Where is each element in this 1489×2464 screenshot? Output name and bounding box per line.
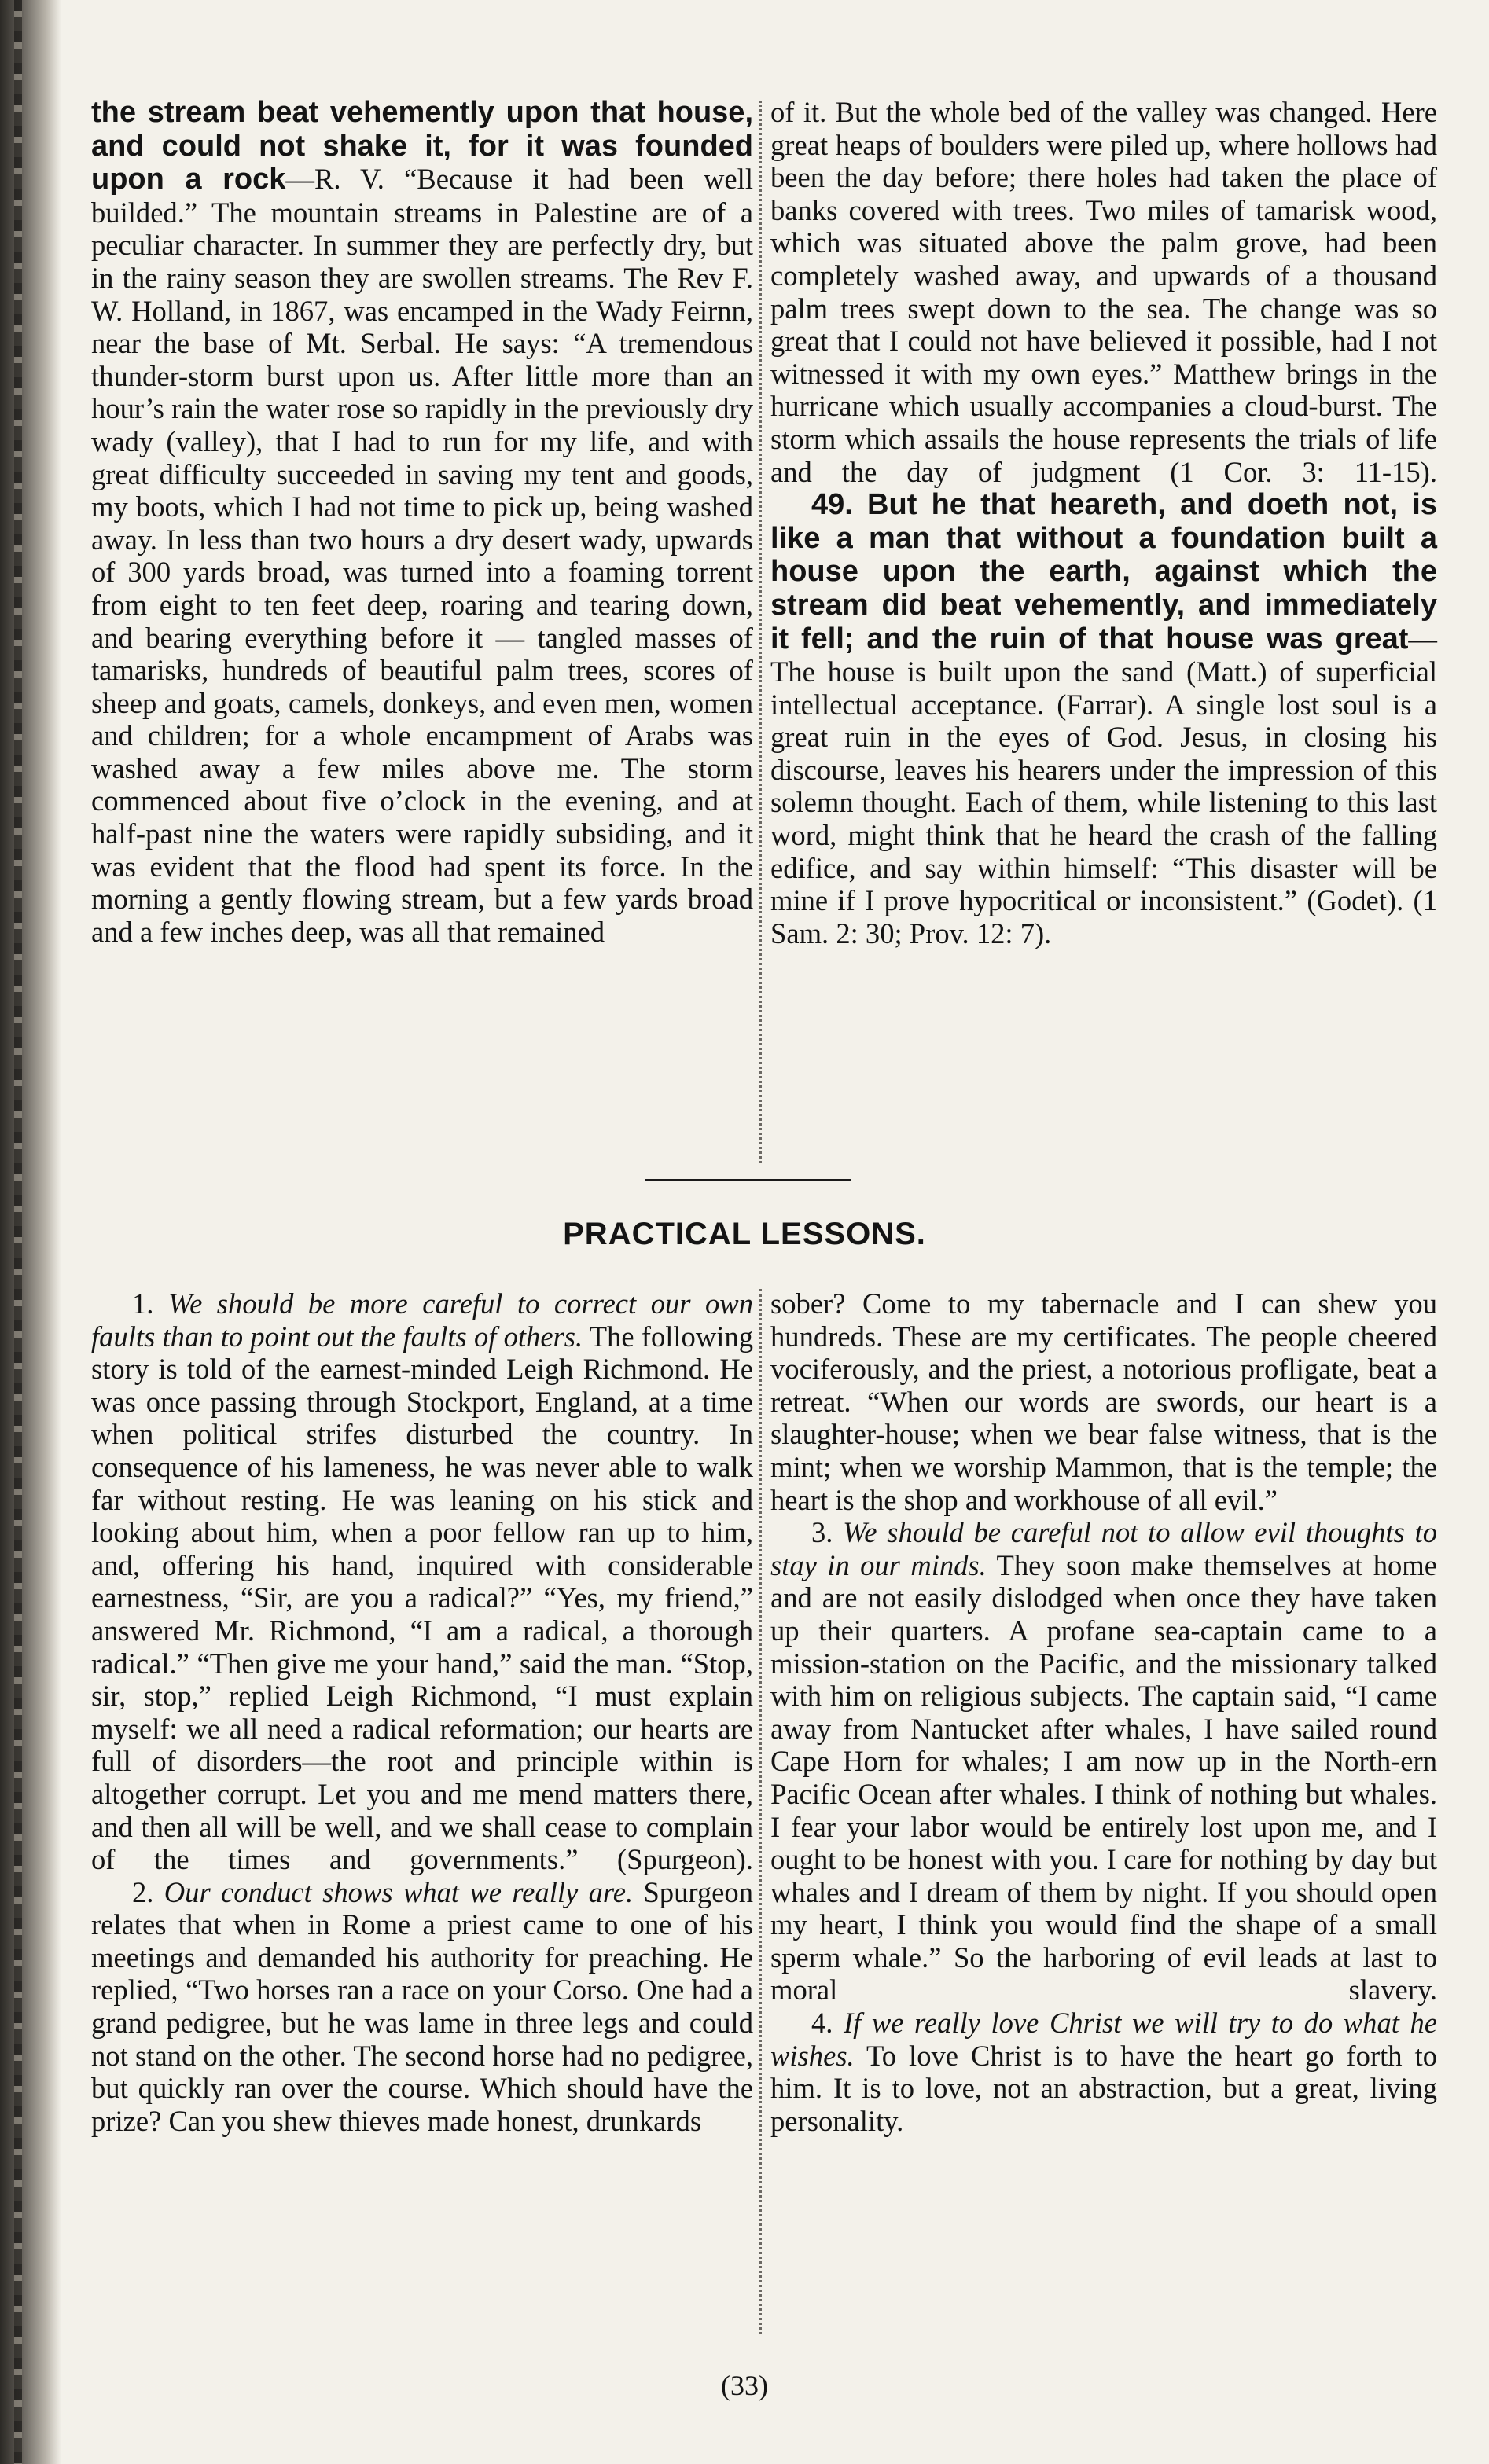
- lesson-number: 4.: [811, 2007, 833, 2040]
- lesson-2-continued: [770, 1287, 1437, 1516]
- section-heading: PRACTICAL LESSONS.: [563, 1217, 926, 1251]
- lesson-2: [91, 1876, 753, 2138]
- column-bottom-right: [770, 1287, 1437, 2137]
- lesson-4: [770, 2007, 1437, 2137]
- column-bottom-left: [91, 1287, 753, 2137]
- verse-49-bold-text: 49. But he that heareth, and doeth not, is like a man that without a foundation built a house upon the earth, against which the stream did beat vehemently, and immediately it fell; and the ruin of that house was great: [770, 488, 1437, 655]
- column-divider-bottom: [759, 1289, 762, 2334]
- commentary-text: of it. But the whole bed of the valley was changed. Here great heaps of boulders were piled up, where hollows had been the day before; there holes had taken the place of banks covered with trees. Two miles of tamarisk wood, which was situated above the palm grove, had been completely washed away, and upwards of a thousand palm trees swept down to the sea. The change was so great that I could not have believed it possible, had I not witnessed it with my own eyes.” Matthew brings in the hurricane which usually accompanies a cloud-burst. The storm which assails the house represents the trials of life and the day of judgment (1 Cor. 3: 11-15).: [770, 96, 1437, 488]
- commentary-paragraph: [770, 96, 1437, 488]
- lesson-title: We should be careful not to allow evil thoughts to stay in our minds.: [770, 1516, 1437, 1581]
- lesson-3: [770, 1516, 1437, 2007]
- column-top-right: [770, 96, 1437, 949]
- commentary-text: —R. V. “Because it had been well builded.” The mountain streams in Palestine are of a peculiar character. In summer they are perfectly dry, but in the rainy season they are swollen streams. The Rev F. W. Holland, in 1867, was encamped in the Wady Feirnn, near the base of Mt. Serbal. He says: “A tremendous thunder-storm burst upon us. After little more than an hour’s rain the water rose so rapidly in the previously dry wady (valley), that I had to run for my life, and with great difficulty succeeded in saving my tent and goods, my boots, which I had not time to pick up, being washed away. In less than two hours a dry desert wady, upwards of 300 yards broad, was turned into a foaming torrent from eight to ten feet deep, roaring and tearing down, and bearing everything before it — tangled masses of tamarisks, hundreds of beautiful palm trees, scores of sheep and goats, camels, donkeys, and even men, women and children; for a whole encampment of Arabs was washed away a few miles above me. The storm commenced about five o’clock in the evening, and at half-past nine the waters were rapidly subsiding, and it was evident that the flood had spent its force. In the morning a gently flowing stream, but a few yards broad and a few inches deep, was all that remained: [91, 163, 753, 948]
- lesson-text: sober? Come to my tabernacle and I can shew you hundreds. These are my certificates. The people cheered vociferously, and the priest, a notorious profligate, beat a retreat. “When our words are swords, our heart is a slaughter-house; when we bear false witness, that is the mint; when we worship Mammon, that is the temple; the heart is the shop and workhouse of all evil.”: [770, 1287, 1437, 1516]
- column-top-left: [91, 96, 753, 948]
- section-rule: [645, 1179, 851, 1181]
- lesson-text: They soon make themselves at home and are not easily dislodged when once they have taken up their quarters. A profane sea-captain came to a mission-station on the Pacific, and the missionary talked with him on religious subjects. The captain said, “I came away from Nantucket after whales, I have sailed round Cape Horn for whales; I am now up in the North-ern Pacific Ocean after whales. I think of nothing but whales. I fear your labor would be entirely lost upon me, and I ought to be honest with you. I care for nothing by day but whales and I dream of them by night. If you should open my heart, I think you would find the shape of a small sperm whale.” So the harboring of evil leads at last to moral slavery.: [770, 1548, 1437, 2007]
- verse-49-paragraph: [770, 488, 1437, 949]
- lesson-number: 2.: [132, 1875, 154, 1908]
- lesson-text: To love Christ is to have the heart go forth to him. It is to love, not an abstraction, but a great, living personality.: [770, 2039, 1437, 2137]
- lesson-text: The following story is told of the earnest-minded Leigh Richmond. He was once passing through Stockport, England, at a time when political strifes disturbed the country. In consequence of his lameness, he was never able to walk far without resting. He was leaning on his stick and looking about him, when a poor fellow ran up to him, and, offering his hand, inquired with considerable earnestness, “Sir, are you a radical?” “Yes, my friend,” answered Mr. Richmond, “I am a radical, a thorough radical.” “Then give me your hand,” said the man. “Stop, sir, stop,” replied Leigh Richmond, “I must explain myself: we all need a radical reformation; our hearts are full of disorders—the root and principle within is altogether corrupt. Let you and me mend matters there, and then all will be well, and we shall cease to complain of the times and governments.” (Spurgeon).: [91, 1320, 754, 1876]
- column-divider-top: [759, 101, 762, 1163]
- lesson-number: 3.: [811, 1516, 833, 1549]
- verse-48-bold-text: the stream beat vehemently upon that house, and could not shake it, for it was founded upon a rock: [91, 96, 753, 196]
- commentary-text: —The house is built upon the sand (Matt.) of superficial intellectual acceptance. (Farrar). A single lost soul is a great ruin in the eyes of God. Jesus, in closing his discourse, leaves his hearers under the impression of this solemn thought. Each of them, while listening to this last word, might think that he heard the crash of the falling edifice, and say within himself: “This disaster will be mine if I prove hypocritical or inconsistent.” (Godet). (1 Sam. 2: 30; Prov. 12: 7).: [770, 622, 1437, 949]
- lesson-text: Spurgeon relates that when in Rome a priest came to one of his meetings and demanded his authority for preaching. He replied, “Two horses ran a race on your Corso. One had a grand pedigree, but he was lame in three legs and could not stand on the other. The second horse had no pedigree, but quickly ran over the course. Which should have the prize? Can you shew thieves made honest, drunkards: [91, 1875, 753, 2137]
- page-number: (33): [721, 2370, 768, 2401]
- lesson-number: 1.: [132, 1287, 154, 1320]
- lesson-title: Our conduct shows what we really are.: [164, 1875, 634, 1908]
- lesson-1: [91, 1287, 753, 1876]
- lesson-title: We should be more careful to correct our own faults than to point out the faults of others.: [91, 1287, 753, 1353]
- lesson-title: If we really love Christ we will try to do what he wishes.: [770, 2007, 1437, 2072]
